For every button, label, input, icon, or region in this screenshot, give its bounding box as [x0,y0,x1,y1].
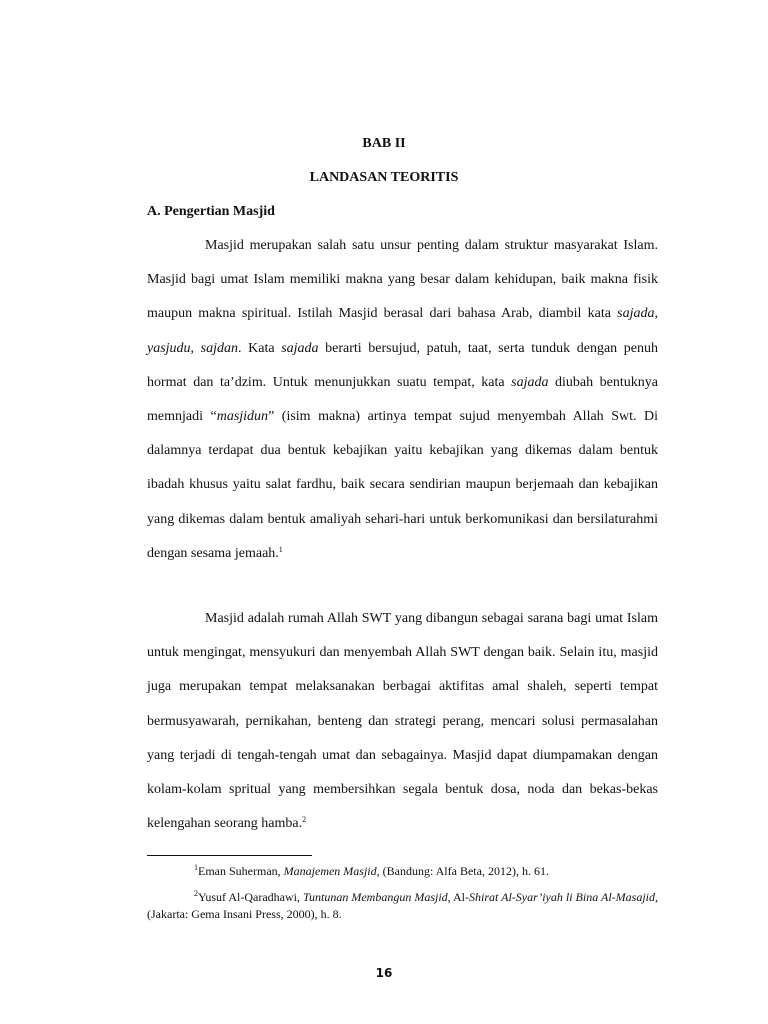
italic-term: sajada [281,340,319,356]
paragraph-1-text: Masjid merupakan salah satu unsur penting dalam struktur masyarakat Islam. Masjid bagi umat Islam memiliki makna yang besar dalam kehidupan, baik makna fisik maupun makna spiritual. Istilah Masjid berasal dari bahasa Arab, diambil kata [147,238,658,322]
footnote-separator [147,855,312,856]
footnote-reference-2: 2 [302,815,307,825]
paragraph-1-text: ” (isim makna) artinya tempat sujud menyembah Allah Swt. Di dalamnya terdapat dua bentuk kebajikan yaitu kebajikan yang dikemas dalam bentuk ibadah khusus yaitu salat fardhu, baik secara sendirian maupun berjemaah dan kebajikan yang dikemas dalam bentuk amaliyah sehari-hari untuk berkomunikasi dan bersilaturahmi dengan sesama jemaah. [147,409,658,561]
footnote-number: 1 [194,863,198,872]
footnote-book-title: Manajemen Masjid [283,864,377,878]
paragraph-1 [147,229,658,571]
footnote-text: , (Jakarta: Gema Insani Press, 2000), h. 8. [147,890,658,921]
italic-term: sajada [511,374,549,390]
chapter-number: BAB II [362,136,406,151]
footnote-text: Eman Suherman, [198,864,284,878]
paragraph-2-text: Masjid adalah rumah Allah SWT yang dibangun sebagai sarana bagi umat Islam untuk mengingat, mensyukuri dan menyembah Allah SWT dengan baik. Selain itu, masjid juga merupakan tempat melaksanakan berbagai aktifitas amal shaleh, seperti tempat bermusyawarah, pernikahan, benteng dan strategi perang, mencari solusi permasalahan yang terjadi di tengah-tengah umat dan sebagainya. Masjid dapat diumpamakan dengan kolam-kolam spritual yang membersihkan segala bentuk dosa, noda dan bekas-bekas kelengahan seorang hamba. [147,611,658,832]
footnote-book-title: Tuntunan Membangun Masjid [302,890,448,904]
paragraph-1-text: . Kata [238,340,282,356]
italic-term: masjidun [216,409,269,425]
page-number: 16 [375,966,393,980]
italic-term: sajada, yasjudu, sajdan [147,306,658,356]
chapter-title: LANDASAN TEORITIS [309,170,459,185]
footnote-text: Yusuf Al-Qaradhawi, [198,890,303,904]
paragraph-1-text: diubah bentuknya memnjadi “ [147,374,658,425]
footnote-2 [147,889,658,923]
footnote-1 [147,863,658,880]
footnote-reference-1: 1 [278,544,283,554]
footnote-book-title: Shirat Al-Syar’iyah li Bina Al-Masajid [469,890,655,904]
footnote-text: , Al- [447,890,469,904]
footnote-text: , (Bandung: Alfa Beta, 2012), h. 61. [376,864,549,878]
footnote-number: 2 [194,889,198,898]
section-heading: A. Pengertian Masjid [147,204,275,219]
paragraph-1-text: berarti bersujud, patuh, taat, serta tunduk dengan penuh hormat dan ta’dzim. Untuk menunjukkan suatu tempat, kata [147,340,659,390]
paragraph-2 [147,602,658,841]
